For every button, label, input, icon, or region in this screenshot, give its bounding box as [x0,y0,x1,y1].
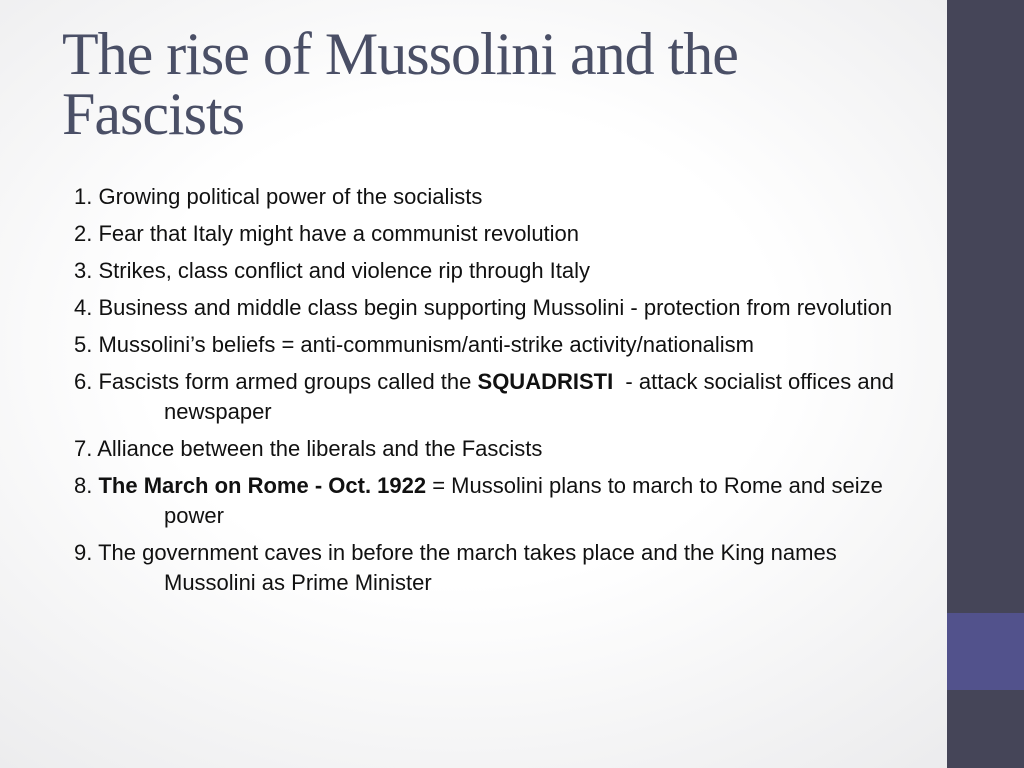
item-text: Strikes, class conflict and violence rip through Italy [98,258,591,283]
item-number: 2. [74,221,99,246]
item-text-post: - attack socialist offices and newspaper [164,369,901,424]
item-number: 9. [74,540,99,565]
list-item [74,538,934,598]
list-item [74,293,934,323]
item-text: Alliance between the liberals and the Fascists [97,436,543,461]
item-number: 4. [74,295,99,320]
item-number: 6. [74,369,99,394]
list-item [74,471,934,531]
list-item [74,330,934,360]
item-number: 7. [74,436,98,461]
bullet-list [74,182,934,605]
sidebar-accent-block [947,613,1024,690]
slide-title: The rise of Mussolini and the Fascists [62,21,738,147]
item-text: Fear that Italy might have a communist revolution [98,221,580,246]
list-item [74,182,934,212]
list-item [74,256,934,286]
item-text-bold: SQUADRISTI [477,369,614,394]
item-text: The government caves in before the march takes place and the King names Mussolini as Prime Minister [98,540,837,595]
list-item [74,367,934,427]
item-number: 1. [74,184,99,209]
list-item [74,434,934,464]
item-text: Business and middle class begin supporting Mussolini - protection from revolution [98,295,893,320]
item-text-post: = Mussolini plans to march to Rome and seize power [164,473,883,528]
list-item [74,219,934,249]
item-number: 8. [74,473,99,498]
item-number: 3. [74,258,99,283]
item-text-bold: The March on Rome - Oct. 1922 [98,473,427,498]
item-number: 5. [74,332,99,357]
item-text: Mussolini’s beliefs = anti-communism/anti-strike activity/nationalism [98,332,755,357]
item-text: Growing political power of the socialists [98,184,483,209]
item-text-pre: Fascists form armed groups called the [98,369,478,394]
